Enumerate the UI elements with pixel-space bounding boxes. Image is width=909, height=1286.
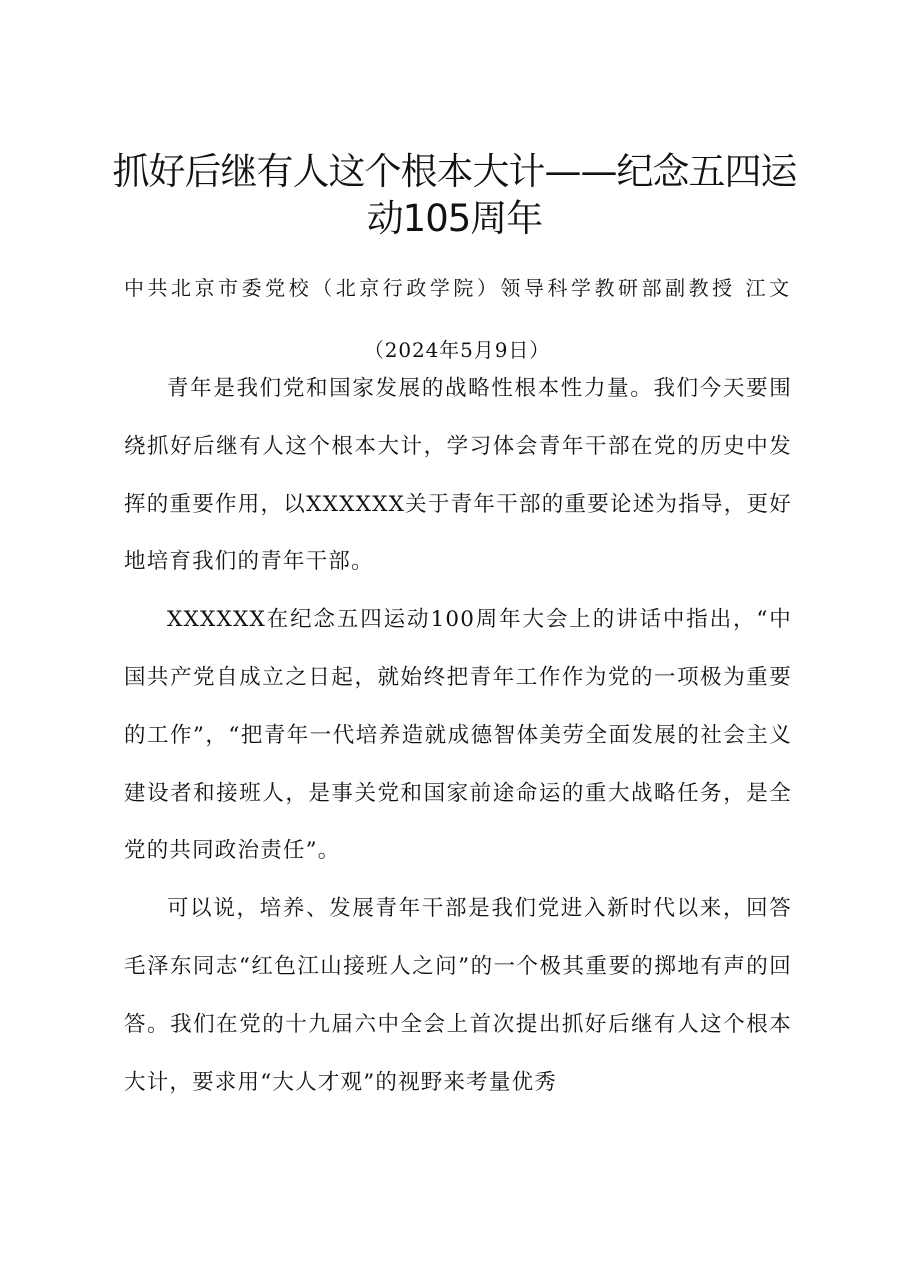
paragraph: XXXXXX在纪念五四运动100周年大会上的讲话中指出，“中国共产党自成立之日起，就始终把青年工作作为党的一项极为重要的工作”，“把青年一代培养造就成德智体美劳全面发展的社会主义建设者和接班人，是事关党和国家前途命运的重大战略任务，是全党的共同政治责任”。 (124, 607, 792, 864)
paragraph: 可以说，培养、发展青年干部是我们党进入新时代以来，回答毛泽东同志“红色江山接班人之问”的一个极其重要的掷地有声的回答。我们在党的十九届六中全会上首次提出抓好后继有人这个根本大计，要求用“大人才观”的视野来考量优秀 (124, 896, 792, 1095)
article-body (124, 360, 792, 1111)
author-byline: 中共北京市委党校（北京行政学院）领导科学教研部副教授 江文（2024年5月9日） (124, 276, 790, 362)
article-title: 抓好后继有人这个根本大计——纪念五四运动105周年 (112, 150, 797, 240)
paragraph: 青年是我们党和国家发展的战略性根本性力量。我们今天要围绕抓好后继有人这个根本大计，学习体会青年干部在党的历史中发挥的重要作用，以XXXXXX关于青年干部的重要论述为指导，更好地培育我们的青年干部。 (124, 376, 792, 575)
